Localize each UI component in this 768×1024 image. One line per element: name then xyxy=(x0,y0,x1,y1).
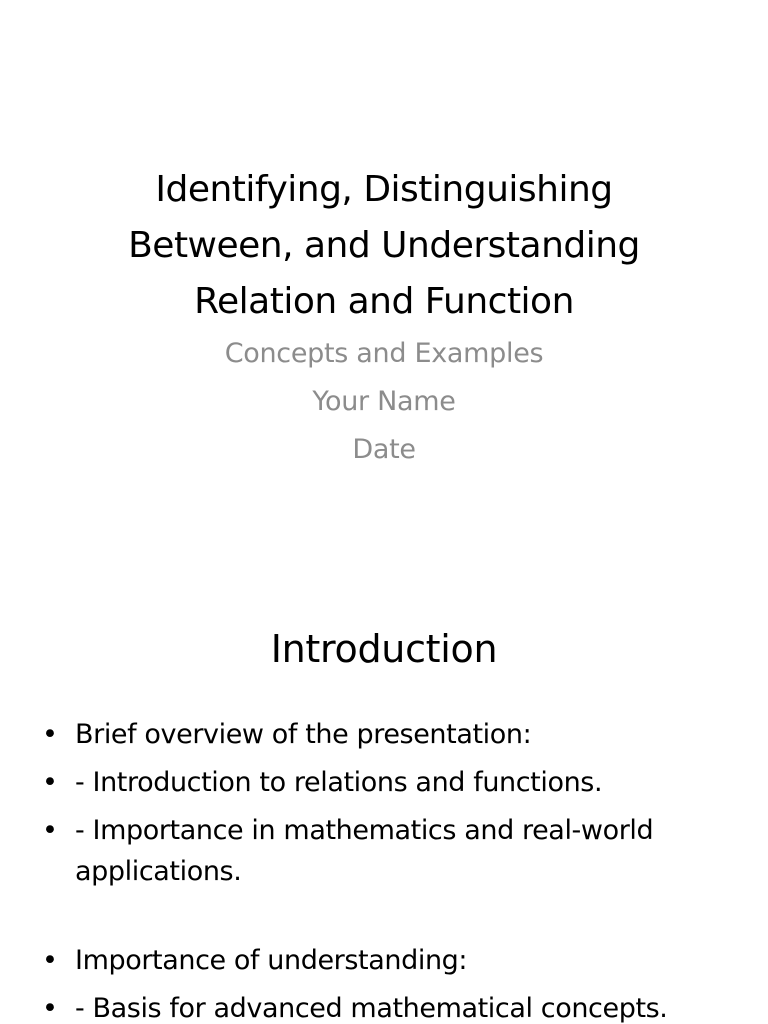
bullet-text: - Basis for advanced mathematical concepts. xyxy=(75,993,668,1024)
bullet-text: - Introduction to relations and functions. xyxy=(75,767,603,798)
title-line: Relation and Function xyxy=(194,281,574,322)
bullet-item xyxy=(42,762,722,803)
bullet-icon: • xyxy=(42,815,58,846)
bullet-item xyxy=(42,940,722,981)
bullet-icon: • xyxy=(42,945,58,976)
bullet-icon: • xyxy=(42,767,58,798)
bullet-item xyxy=(42,988,722,1024)
slide-title: Introduction xyxy=(270,627,498,671)
title-line: Between, and Understanding xyxy=(128,225,640,266)
bullet-text: Brief overview of the presentation: xyxy=(75,719,532,750)
title-line: Identifying, Distinguishing xyxy=(155,169,613,210)
presentation-date: Date xyxy=(352,434,416,465)
bullet-list xyxy=(42,714,722,1024)
author-name: Your Name xyxy=(312,386,456,417)
bullet-item xyxy=(42,810,722,892)
subtitle-line: Concepts and Examples xyxy=(224,338,544,369)
bullet-text: - Importance in mathematics and real-world applications. xyxy=(75,815,654,887)
slide-title xyxy=(0,162,768,330)
bullet-text: Importance of understanding: xyxy=(75,945,468,976)
slide-subtitle xyxy=(0,330,768,474)
bullet-icon: • xyxy=(42,993,58,1024)
bullet-icon: • xyxy=(42,719,58,750)
introduction-slide xyxy=(0,576,768,1024)
bullet-item xyxy=(42,714,722,755)
